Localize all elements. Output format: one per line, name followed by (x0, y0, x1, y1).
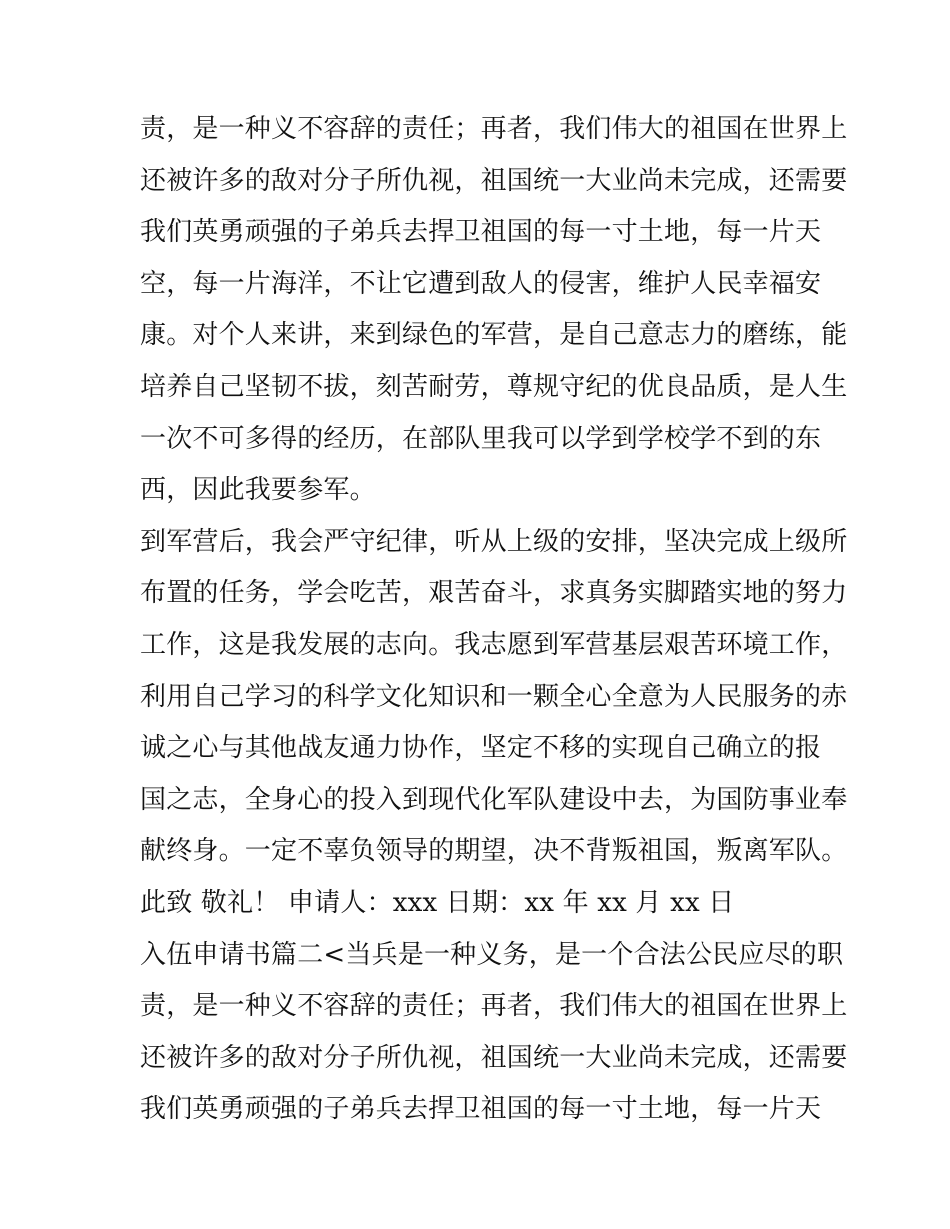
text-line: 责，是一种义不容辞的责任；再者，我们伟大的祖国在世界上 (140, 114, 848, 144)
text-line: 工作，这是我发展的志向。我志愿到军营基层艰苦环境工作， (140, 629, 848, 660)
text-line: 国之志，全身心的投入到现代化军队建设中去，为国防事业奉 (140, 784, 848, 815)
text-line: 还被许多的敌对分子所仇视，祖国统一大业尚未完成，还需要 (140, 1042, 848, 1073)
signature-line: 此致 敬礼！ 申请人：xxx 日期：xx 年 xx 月 xx 日 (140, 887, 735, 918)
text-line: 到军营后，我会严守纪律，听从上级的安排，坚决完成上级所 (140, 526, 848, 557)
text-line: 利用自己学习的科学文化知识和一颗全心全意为人民服务的赤 (140, 681, 848, 712)
text-line: 献终身。一定不辜负领导的期望，决不背叛祖国，叛离军队。 (140, 836, 848, 867)
text-line: 西，因此我要参军。 (140, 475, 376, 506)
text-line: 责，是一种义不容辞的责任；再者，我们伟大的祖国在世界上 (140, 991, 848, 1022)
text-line: 我们英勇顽强的子弟兵去捍卫祖国的每一寸土地，每一片天 (140, 1094, 822, 1125)
text-line: 我们英勇顽强的子弟兵去捍卫祖国的每一寸土地，每一片天 (140, 217, 822, 248)
body-text (140, 104, 848, 1136)
text-line: 一次不可多得的经历，在部队里我可以学到学校学不到的东 (140, 423, 822, 454)
text-line: 康。对个人来讲，来到绿色的军营，是自己意志力的磨练，能 (140, 320, 848, 351)
text-line: 培养自己坚韧不拔，刻苦耐劳，尊规守纪的优良品质，是人生 (140, 371, 848, 402)
section-heading-line: 入伍申请书篇二<当兵是一种义务，是一个合法公民应尽的职 (140, 939, 844, 970)
text-line: 空，每一片海洋，不让它遭到敌人的侵害，维护人民幸福安 (140, 268, 822, 299)
text-line: 还被许多的敌对分子所仇视，祖国统一大业尚未完成，还需要 (140, 165, 848, 196)
text-line: 布置的任务，学会吃苦，艰苦奋斗，求真务实脚踏实地的努力 (140, 578, 848, 609)
text-line: 诚之心与其他战友通力协作，坚定不移的实现自己确立的报 (140, 733, 822, 764)
